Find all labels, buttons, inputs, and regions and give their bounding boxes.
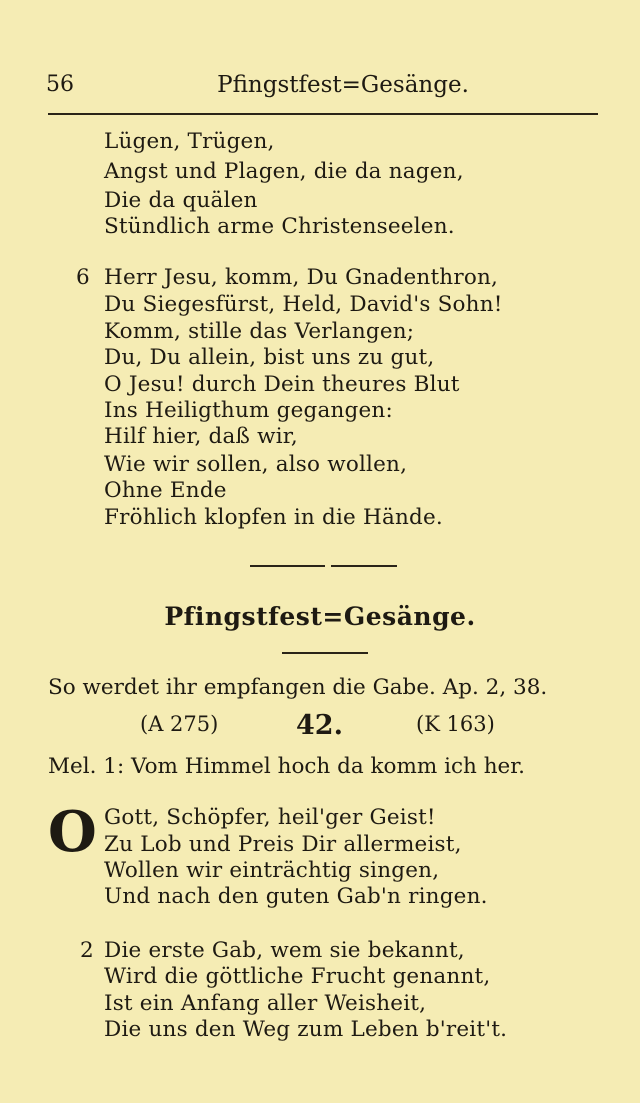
running-title: Pfingstfest=Gesänge. xyxy=(217,72,469,98)
verse-line: Du, Du allein, bist uns zu gut, xyxy=(104,345,435,370)
verse-line: Gott, Schöpfer, heil'ger Geist! xyxy=(104,805,436,830)
section-divider-right xyxy=(331,565,397,567)
stanza-line: Die da quälen xyxy=(104,188,258,213)
verse-line: Die uns den Weg zum Leben b'reit't. xyxy=(104,1017,508,1042)
page-number: 56 xyxy=(46,72,74,97)
verse-line: Und nach den guten Gab'n ringen. xyxy=(104,884,488,909)
verse-number: 2 xyxy=(80,938,94,963)
verse-number: 6 xyxy=(76,265,90,290)
verse-line: Fröhlich klopfen in die Hände. xyxy=(104,505,443,530)
section-title: Pfingstfest=Gesänge. xyxy=(164,602,476,631)
verse-line: Die erste Gab, wem sie bekannt, xyxy=(104,938,465,963)
verse-line: Ins Heiligthum gegangen: xyxy=(104,398,393,423)
title-underline xyxy=(282,652,368,654)
stanza-line: Stündlich arme Christenseelen. xyxy=(104,214,455,239)
verse-line: Wird die göttliche Frucht genannt, xyxy=(104,964,491,989)
stanza-line: Angst und Plagen, die da nagen, xyxy=(104,159,464,184)
stanza-line: Lügen, Trügen, xyxy=(104,129,275,154)
verse-line: Wollen wir einträchtig singen, xyxy=(104,858,440,883)
verse-line: Herr Jesu, komm, Du Gnadenthron, xyxy=(104,265,499,290)
hymn-number: 42. xyxy=(296,710,343,741)
hymn-ref-a: (A 275) xyxy=(140,712,219,736)
verse-line: O Jesu! durch Dein theures Blut xyxy=(104,372,460,397)
verse-line: Ist ein Anfang aller Weisheit, xyxy=(104,991,427,1016)
hymn-number-row xyxy=(0,710,640,744)
verse-line: Ohne Ende xyxy=(104,478,227,503)
verse-line: Du Siegesfürst, Held, David's Sohn! xyxy=(104,292,503,317)
verse-line: Komm, stille das Verlangen; xyxy=(104,319,415,344)
verse-line: Wie wir sollen, also wollen, xyxy=(104,452,408,477)
page-header xyxy=(46,72,600,106)
verse-line: Hilf hier, daß wir, xyxy=(104,424,298,449)
verse-line: Zu Lob und Preis Dir allermeist, xyxy=(104,832,462,857)
drop-cap: O xyxy=(48,799,97,865)
scripture-epigraph: So werdet ihr empfangen die Gabe. Ap. 2, 38. xyxy=(48,675,548,700)
hymn-ref-k: (K 163) xyxy=(416,712,495,736)
header-rule xyxy=(48,113,598,115)
section-divider-left xyxy=(250,565,325,567)
melody-line: Mel. 1: Vom Himmel hoch da komm ich her. xyxy=(48,754,526,779)
